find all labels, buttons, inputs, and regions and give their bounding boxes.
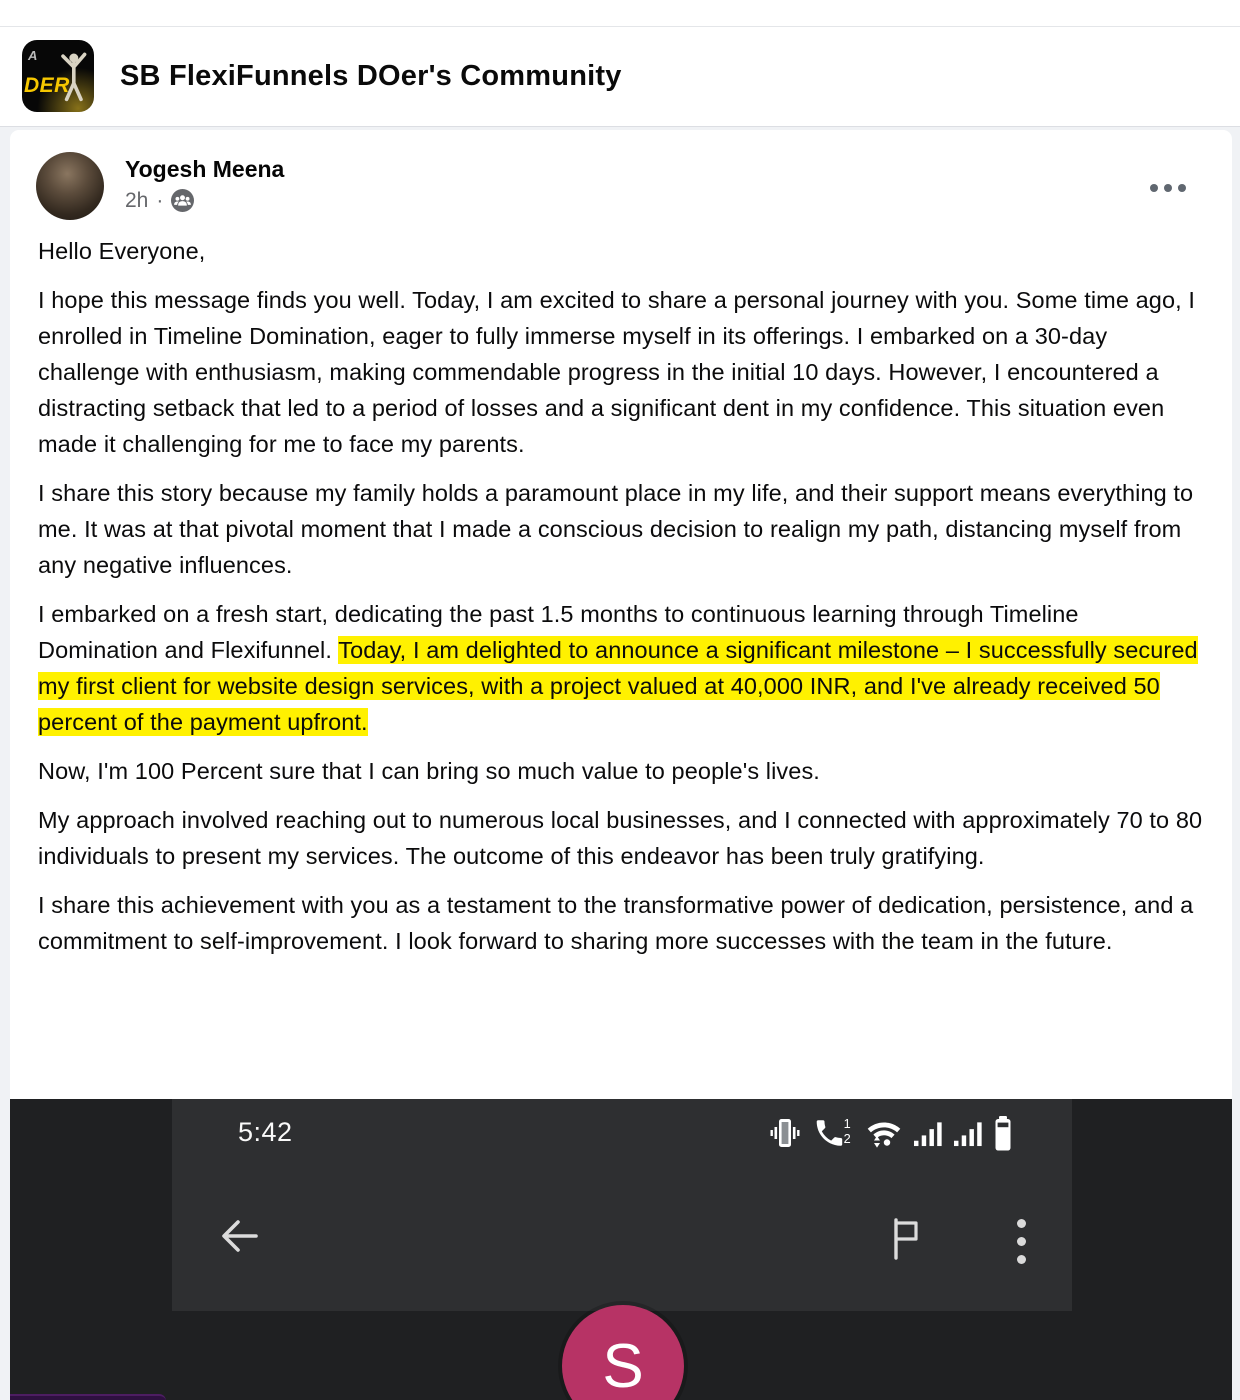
top-divider [0,0,1240,27]
community-logo-text: DER [24,74,70,97]
vibrate-icon [769,1116,801,1150]
contact-avatar-letter: S [602,1331,644,1400]
signal-bars-icon-sim2 [954,1117,983,1149]
post-paragraph: Hello Everyone, [38,238,206,264]
author-name[interactable]: Yogesh Meena [125,156,285,182]
post-meta [125,189,284,213]
post-paragraph: Now, I'm 100 Percent sure that I can bring so much value to people's lives. [38,758,820,784]
wifi-icon [865,1116,903,1150]
post-attachment-image[interactable] [10,1099,1232,1400]
community-avatar[interactable] [22,40,94,112]
post-paragraph [38,596,1204,740]
ellipsis-dot [1164,184,1172,192]
post-paragraph: I share this achievement with you as a testament to the transformative power of dedication, persistence, and a commitment to self-improvement. I look forward to sharing more successes with the team in the future. [38,892,1194,954]
community-title[interactable]: SB FlexiFunnels DOer's Community [120,59,622,92]
post-header [10,130,1232,220]
post-paragraph: I hope this message finds you well. Today, I am excited to share a personal journey with you. Some time ago, I enrolled in Timeline Domination, eager to fully immerse myself in its offerings. I embarked on a 30-day challenge with enthusiasm, making commendable progress in the initial 10 days. However, I encountered a distracting setback that led to a period of losses and a significant dent in my confidence. This situation even made it challenging for me to face my parents. [38,287,1196,457]
post-head-info [125,152,284,213]
ellipsis-dot [1178,184,1186,192]
post-paragraph: My approach involved reaching out to numerous local businesses, and I connected with approximately 70 to 80 individuals to present my services. The outcome of this endeavor has been truly gratifying. [38,807,1203,869]
person-silhouette-icon [54,46,90,106]
flag-icon [890,1217,922,1266]
highlighted-text: Today, I am delighted to announce a significant milestone – I successfully secured my first client for website design services, with a project valued at 40,000 INR, and I've already received 50 percent of the payment upfront. [38,637,1198,735]
sim2-label: 2 [843,1130,851,1146]
group-privacy-icon [171,189,194,212]
dual-sim-call-icon [812,1116,854,1150]
screenshot-phone-panel [172,1099,1072,1311]
screenshot-status-icons [769,1115,1012,1151]
signal-bars-icon-sim1 [914,1117,943,1149]
community-logo-letter: A [28,48,38,63]
meta-separator: · [156,188,164,212]
post-options-button[interactable] [1144,178,1192,198]
contact-avatar-badge [562,1305,684,1400]
author-avatar[interactable] [36,152,104,220]
back-arrow-icon [216,1213,262,1264]
post-paragraph: I share this story because my family holds a paramount place in my life, and their support means everything to me. It was at that pivotal moment that I made a conscious decision to realign my path, distancing myself from any negative influences. [38,480,1194,578]
sim1-label: 1 [843,1116,851,1132]
overflow-menu-icon [1015,1217,1028,1266]
post-card [10,130,1232,1400]
paragraph-text: I embarked on a fresh start, dedicating the past 1.5 months to continuous learning through Timeline Domination and Flexifunnel. [38,601,1079,663]
next-content-edge [10,1394,166,1400]
post-timestamp[interactable]: 2h [125,188,149,212]
ellipsis-dot [1150,184,1158,192]
community-header [0,27,1240,127]
screenshot-status-time: 5:42 [238,1117,293,1147]
post-body [10,220,1232,959]
battery-icon [994,1116,1012,1151]
